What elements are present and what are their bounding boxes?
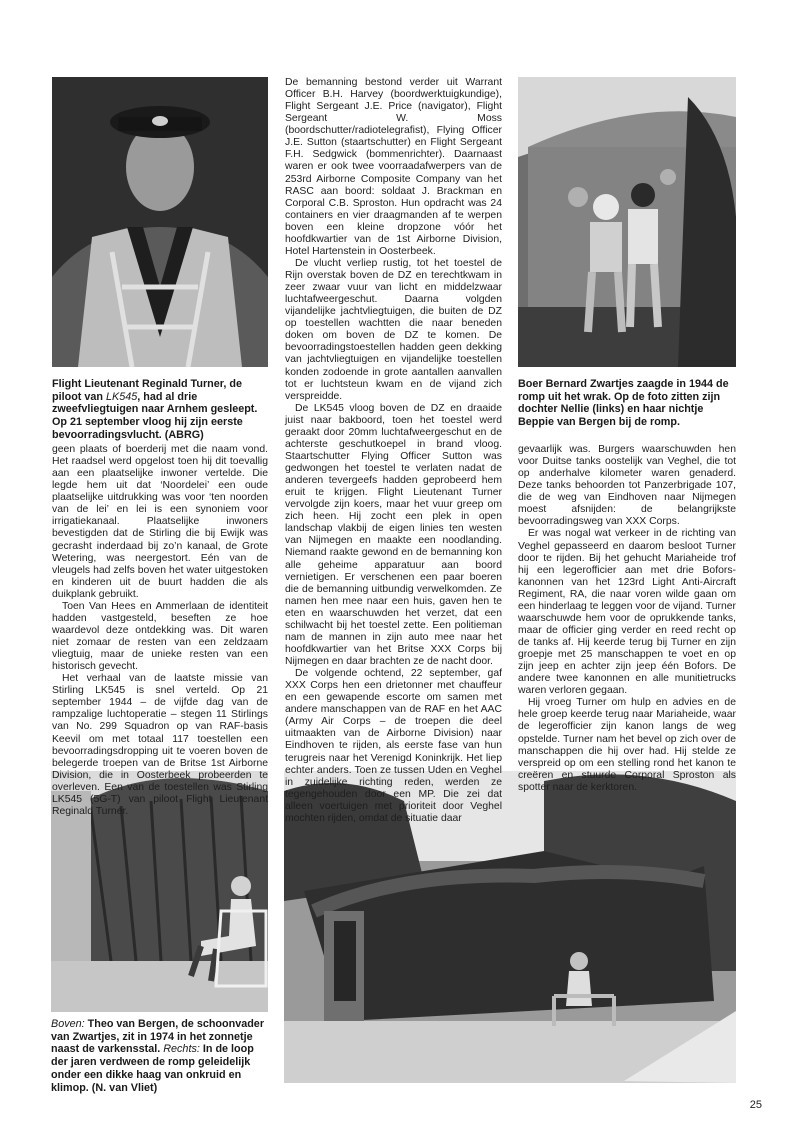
article-column-left	[52, 444, 268, 818]
pilot-photo-caption: Flight Lieutenant Reginald Turner, de piloot van LK545, had al drie zweefvliegtuigen naar Arnhem gesleept. Op 21 september vloog hij zijn eerste bevoorradingsvlucht. (ABRG)	[52, 378, 258, 441]
left-paragraph-1: geen plaats of boerderij met die naam vond. Het raadsel werd opgelost toen hij dit toevallig aan een plaatselijke inwoner vertelde. Die legde hem uit dat ‘Noordelei’ een oude plaatselijke uitdrukking was voor ‘ten noorden van de lei’ en lei is een synoniem voor irrigatiekanaal. Plaatselijke inwoners bevestigden dat de Stirling die bij Ewijk was gecrasht inderdaad bij zo’n kanaal, de Grote Wetering, was neergestort. Eén van de vleugels had zelfs boven het water uitgestoken en kinderen uit de buurt hadden die als duikplank gebruikt.	[52, 444, 268, 600]
right-paragraph-1: gevaarlijk was. Burgers waarschuwden hen voor Duitse tanks oostelijk van Veghel, die tot op anderhalve kilometer waren genaderd. Deze tanks behoorden tot Panzerbrigade 107, die de weg van Eindhoven naar Nijmegen moest afsnijden: de belangrijkste bevoorradingsweg van XXX Corps.	[518, 444, 736, 528]
page-number: 25	[749, 1099, 762, 1111]
left-paragraph-2: Toen Van Hees en Ammerlaan de identiteit hadden vastgesteld, beseften ze hoe waardevol deze ontdekking was. Dit waren niet zomaar de resten van een zeldzaam vliegtuig, maar de unieke resten van een historisch gevecht.	[52, 600, 268, 673]
man-photo-caption: Boven: Theo van Bergen, de schoonvader van Zwartjes, zit in 1974 in het zonnetje naast de varkensstal. Rechts: In de loop der jaren verdween de romp geleidelijk onder een dikke haag van onkruid en klimop. (N. van Vliet)	[51, 1018, 265, 1094]
right-paragraph-3: Hij vroeg Turner om hulp en advies en de hele groep keerde terug naar Mariaheide, waar de legerofficier zijn kanon langs de weg opstelde. Turner nam het bevel op zich over de manschappen die hij over had. Hij stelde ze verspreid op om een stelling rond het kanon te creëren en stuurde Corporal Sproston als spotter naar de kerktoren.	[518, 697, 736, 793]
middle-paragraph-4: De volgende ochtend, 22 september, gaf XXX Corps hen een drietonner met chauffeur en een gewapende escorte om samen met andere manschappen van de RAF en het AAC (Army Air Corps – de troepen die deel uitmaakten van de Airborne Division) naar Eindhoven te rijden, als eerste fase van hun terugreis naar het Verenigd Koninkrijk. Het liep echter anders. Toen ze tussen Uden en Veghel in zuidelijke richting reden, werden ze tegengehouden door een MP. Die zei dat alleen voertuigen met prioriteit door Veghel mochten rijden, omdat de situatie daar	[285, 668, 502, 824]
right-paragraph-2: Er was nogal wat verkeer in de richting van Veghel gepasseerd en daarom besloot Turner door te rijden. Bij het gehucht Mariaheide trof hij een legerofficier aan met drie Bofors-kanonnen van het 123rd Light Anti-Aircraft Regiment, RA, die naar voren wilde gaan om een hinderlaag te leggen voor de vijand. Turner waarschuwde hem voor de oprukkende tanks, maar de officier ging verder en reed recht op de tanks af. Hij keerde terug bij Turner en zijn groepje met 25 manschappen te voet en op zijn jeep en achter zijn jeep één Bofors. De andere twee kanonnen en alle munitietrucks waren verloren gegaan.	[518, 528, 736, 697]
middle-paragraph-3: De LK545 vloog boven de DZ en draaide juist naar bakboord, toen het toestel werd geraakt door 20mm luchtafweergeschut en de achterste geschutkoepel in brand vloog. Staartschutter Flying Officer Sutton was gedwongen het toestel te verlaten nadat de anderen tevergeefs hadden geprobeerd hem eruit te krijgen. Flight Lieutenant Turner vervolgde zijn koers, maar het vuur greep om zich heen. Hij zocht een plek in open landschap vlakbij de eigen linies ten westen van Nijmegen en maakte een noodlanding. Niemand raakte gewond en de bemanning kon alle geheime apparatuur aan boord vernietigen. Er verschenen een paar boeren die de bemanning uitbundig verwelkomden. Ze namen hen mee naar een huis, gaven hen te eten en waarschuwden het verzet, dat een schilwacht bij het toestel zette. Een politieman nam de mannen in zijn auto mee naar het hoofdkwartier van het Britse XXX Corps bij Nijmegen en daar brachten ze de nacht door.	[285, 402, 502, 667]
wreck-photo-caption: Boer Bernard Zwartjes zaagde in 1944 de romp uit het wrak. Op de foto zitten zijn dochter Nellie (links) en haar nichtje Beppie van Bergen bij de romp.	[518, 378, 729, 429]
pilot-portrait-photo	[52, 77, 268, 367]
article-column-right	[518, 444, 736, 794]
fuselage-girls-photo	[518, 77, 736, 367]
middle-paragraph-2: De vlucht verliep rustig, tot het toestel de Rijn overstak boven de DZ en terechtkwam in zeer zwaar vuur van licht en middelzwaar luchtafweergeschut. Daarna volgden vijandelijke jachtvliegtuigen, die buiten de DZ op toestellen wachtten die naar beneden doken om boven de DZ te komen. De bevoorradingstoestellen hadden geen dekking van jachtvliegtuigen en vijandelijke toestellen konden zodoende in grote aantallen aanvallen tot er luchtsteun kwam en de vijand zich verspreidde.	[285, 257, 502, 402]
middle-paragraph-1: De bemanning bestond verder uit Warrant Officer B.H. Harvey (boordwerktuigkundige), Flight Sergeant J.E. Price (navigator), Flight Sergeant W. Moss (boordschutter/radiotelegrafist), Flying Officer J.E. Sutton (staartschutter) en Flight Sergeant F.H. Sedgwick (bommenrichter). Daarnaast waren er ook twee voorraadafwerpers van de 253rd Airborne Composite Company van het RASC aan boord: soldaat J. Brackman en Corporal C.B. Sproston. Hun opdracht was 24 containers en vier draagmanden af te werpen boven een kleine dropzone vóór het hoofdkwartier van de 1st Airborne Division, Hotel Hartenstein in Oosterbeek.	[285, 77, 502, 257]
left-paragraph-3: Het verhaal van de laatste missie van Stirling LK545 is snel verteld. Op 21 september 1944 – de vijfde dag van de rampzalige luchtoperatie – stegen 11 Stirlings van No. 299 Squadron op van RAF-basis Keevil om met totaal 117 toestellen een bevoorradingsdropping uit te voeren boven de belegerde troepen van de Britse 1st Airborne Division, die in Oosterbeek probeerden te overleven. Een van de toestellen was Stirling LK545 (5G-T) van piloot Flight Lieutenant Reginald Turner.	[52, 673, 268, 817]
article-column-middle	[285, 77, 502, 825]
